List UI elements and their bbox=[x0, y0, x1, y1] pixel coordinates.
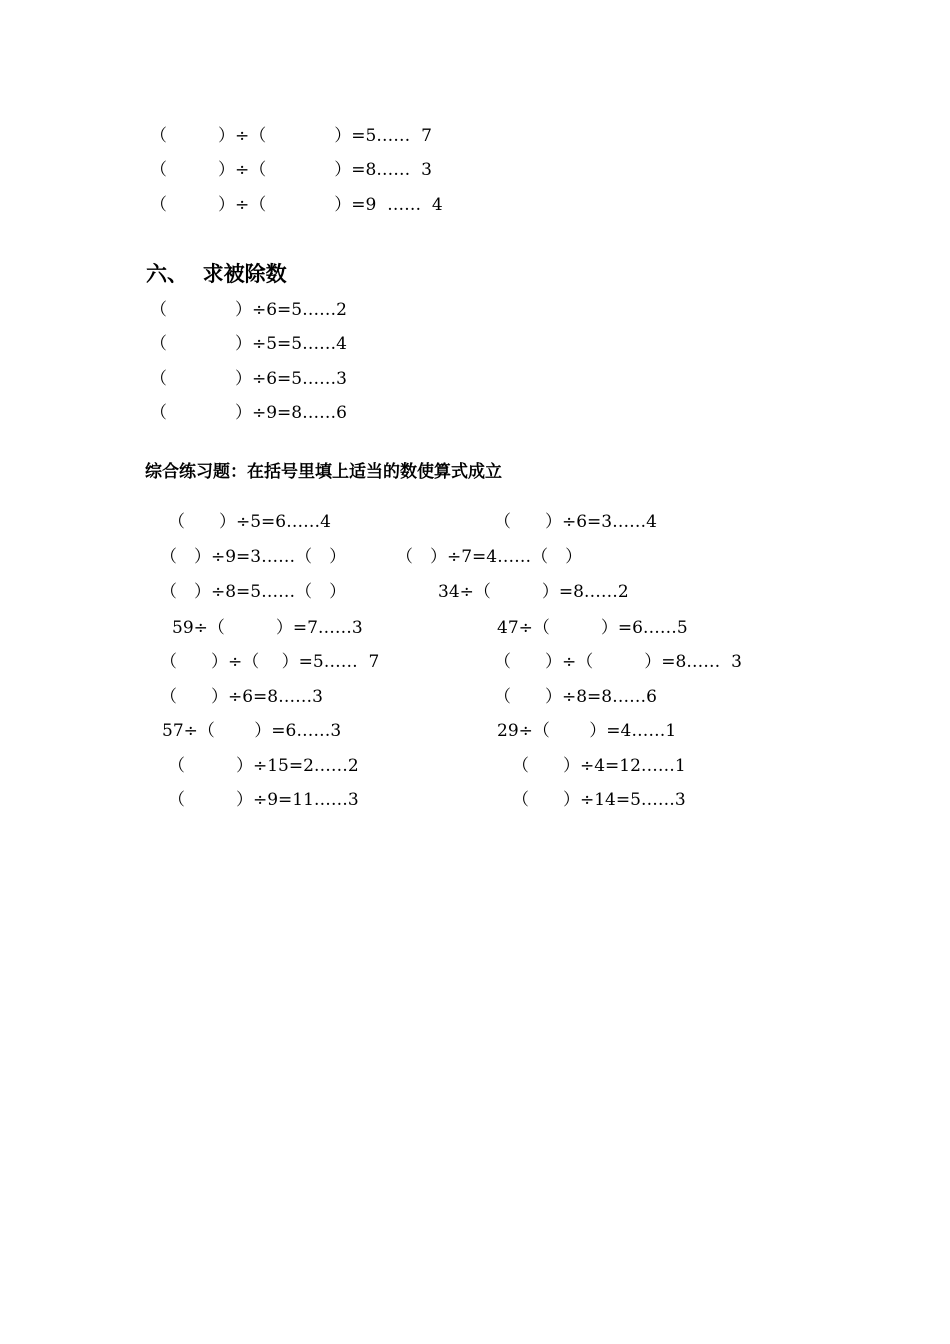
practice-item-right: （ ）÷6=3……4 bbox=[494, 512, 657, 532]
section-heading bbox=[146, 264, 287, 285]
practice-item-right: （ ）÷7=4……（ ） bbox=[396, 547, 583, 567]
practice-item-right: 29÷（ ）=4……1 bbox=[497, 721, 677, 741]
equation-line: （ ）÷6=5……3 bbox=[150, 369, 347, 389]
practice-item-right: （ ）÷4=12……1 bbox=[512, 756, 686, 776]
equation-line: （ ）÷5=5……4 bbox=[150, 334, 347, 354]
practice-item-right: （ ）÷8=8……6 bbox=[494, 687, 657, 707]
practice-item-left: （ ）÷9=11……3 bbox=[168, 790, 359, 810]
practice-item-left: （ ）÷（ ）=5…… 7 bbox=[160, 652, 380, 672]
practice-item-left: 57÷（ ）=6……3 bbox=[162, 721, 342, 741]
practice-item-left: （ ）÷6=8……3 bbox=[160, 687, 323, 707]
practice-item-left: （ ）÷9=3……（ ） bbox=[160, 547, 347, 567]
practice-item-right: （ ）÷14=5……3 bbox=[512, 790, 686, 810]
practice-item-right: （ ）÷（ ）=8…… 3 bbox=[494, 652, 742, 672]
practice-item-left: 59÷（ ）=7……3 bbox=[172, 618, 363, 638]
practice-item-left: （ ）÷8=5……（ ） bbox=[160, 582, 347, 602]
practice-item-right: 34÷（ ）=8……2 bbox=[438, 582, 629, 602]
practice-title: 综合练习题：在括号里填上适当的数使算式成立 bbox=[145, 462, 502, 482]
section-title: 求被除数 bbox=[202, 262, 287, 286]
equation-line: （ ）÷（ ）=5…… 7 bbox=[150, 126, 432, 146]
practice-item-right: 47÷（ ）=6……5 bbox=[497, 618, 688, 638]
practice-item-left: （ ）÷5=6……4 bbox=[168, 512, 331, 532]
equation-line: （ ）÷（ ）=9 …… 4 bbox=[150, 195, 443, 215]
equation-line: （ ）÷6=5……2 bbox=[150, 300, 347, 320]
practice-item-left: （ ）÷15=2……2 bbox=[168, 756, 359, 776]
section-number: 六、 bbox=[146, 262, 188, 286]
equation-line: （ ）÷9=8……6 bbox=[150, 403, 347, 423]
equation-line: （ ）÷（ ）=8…… 3 bbox=[150, 160, 432, 180]
